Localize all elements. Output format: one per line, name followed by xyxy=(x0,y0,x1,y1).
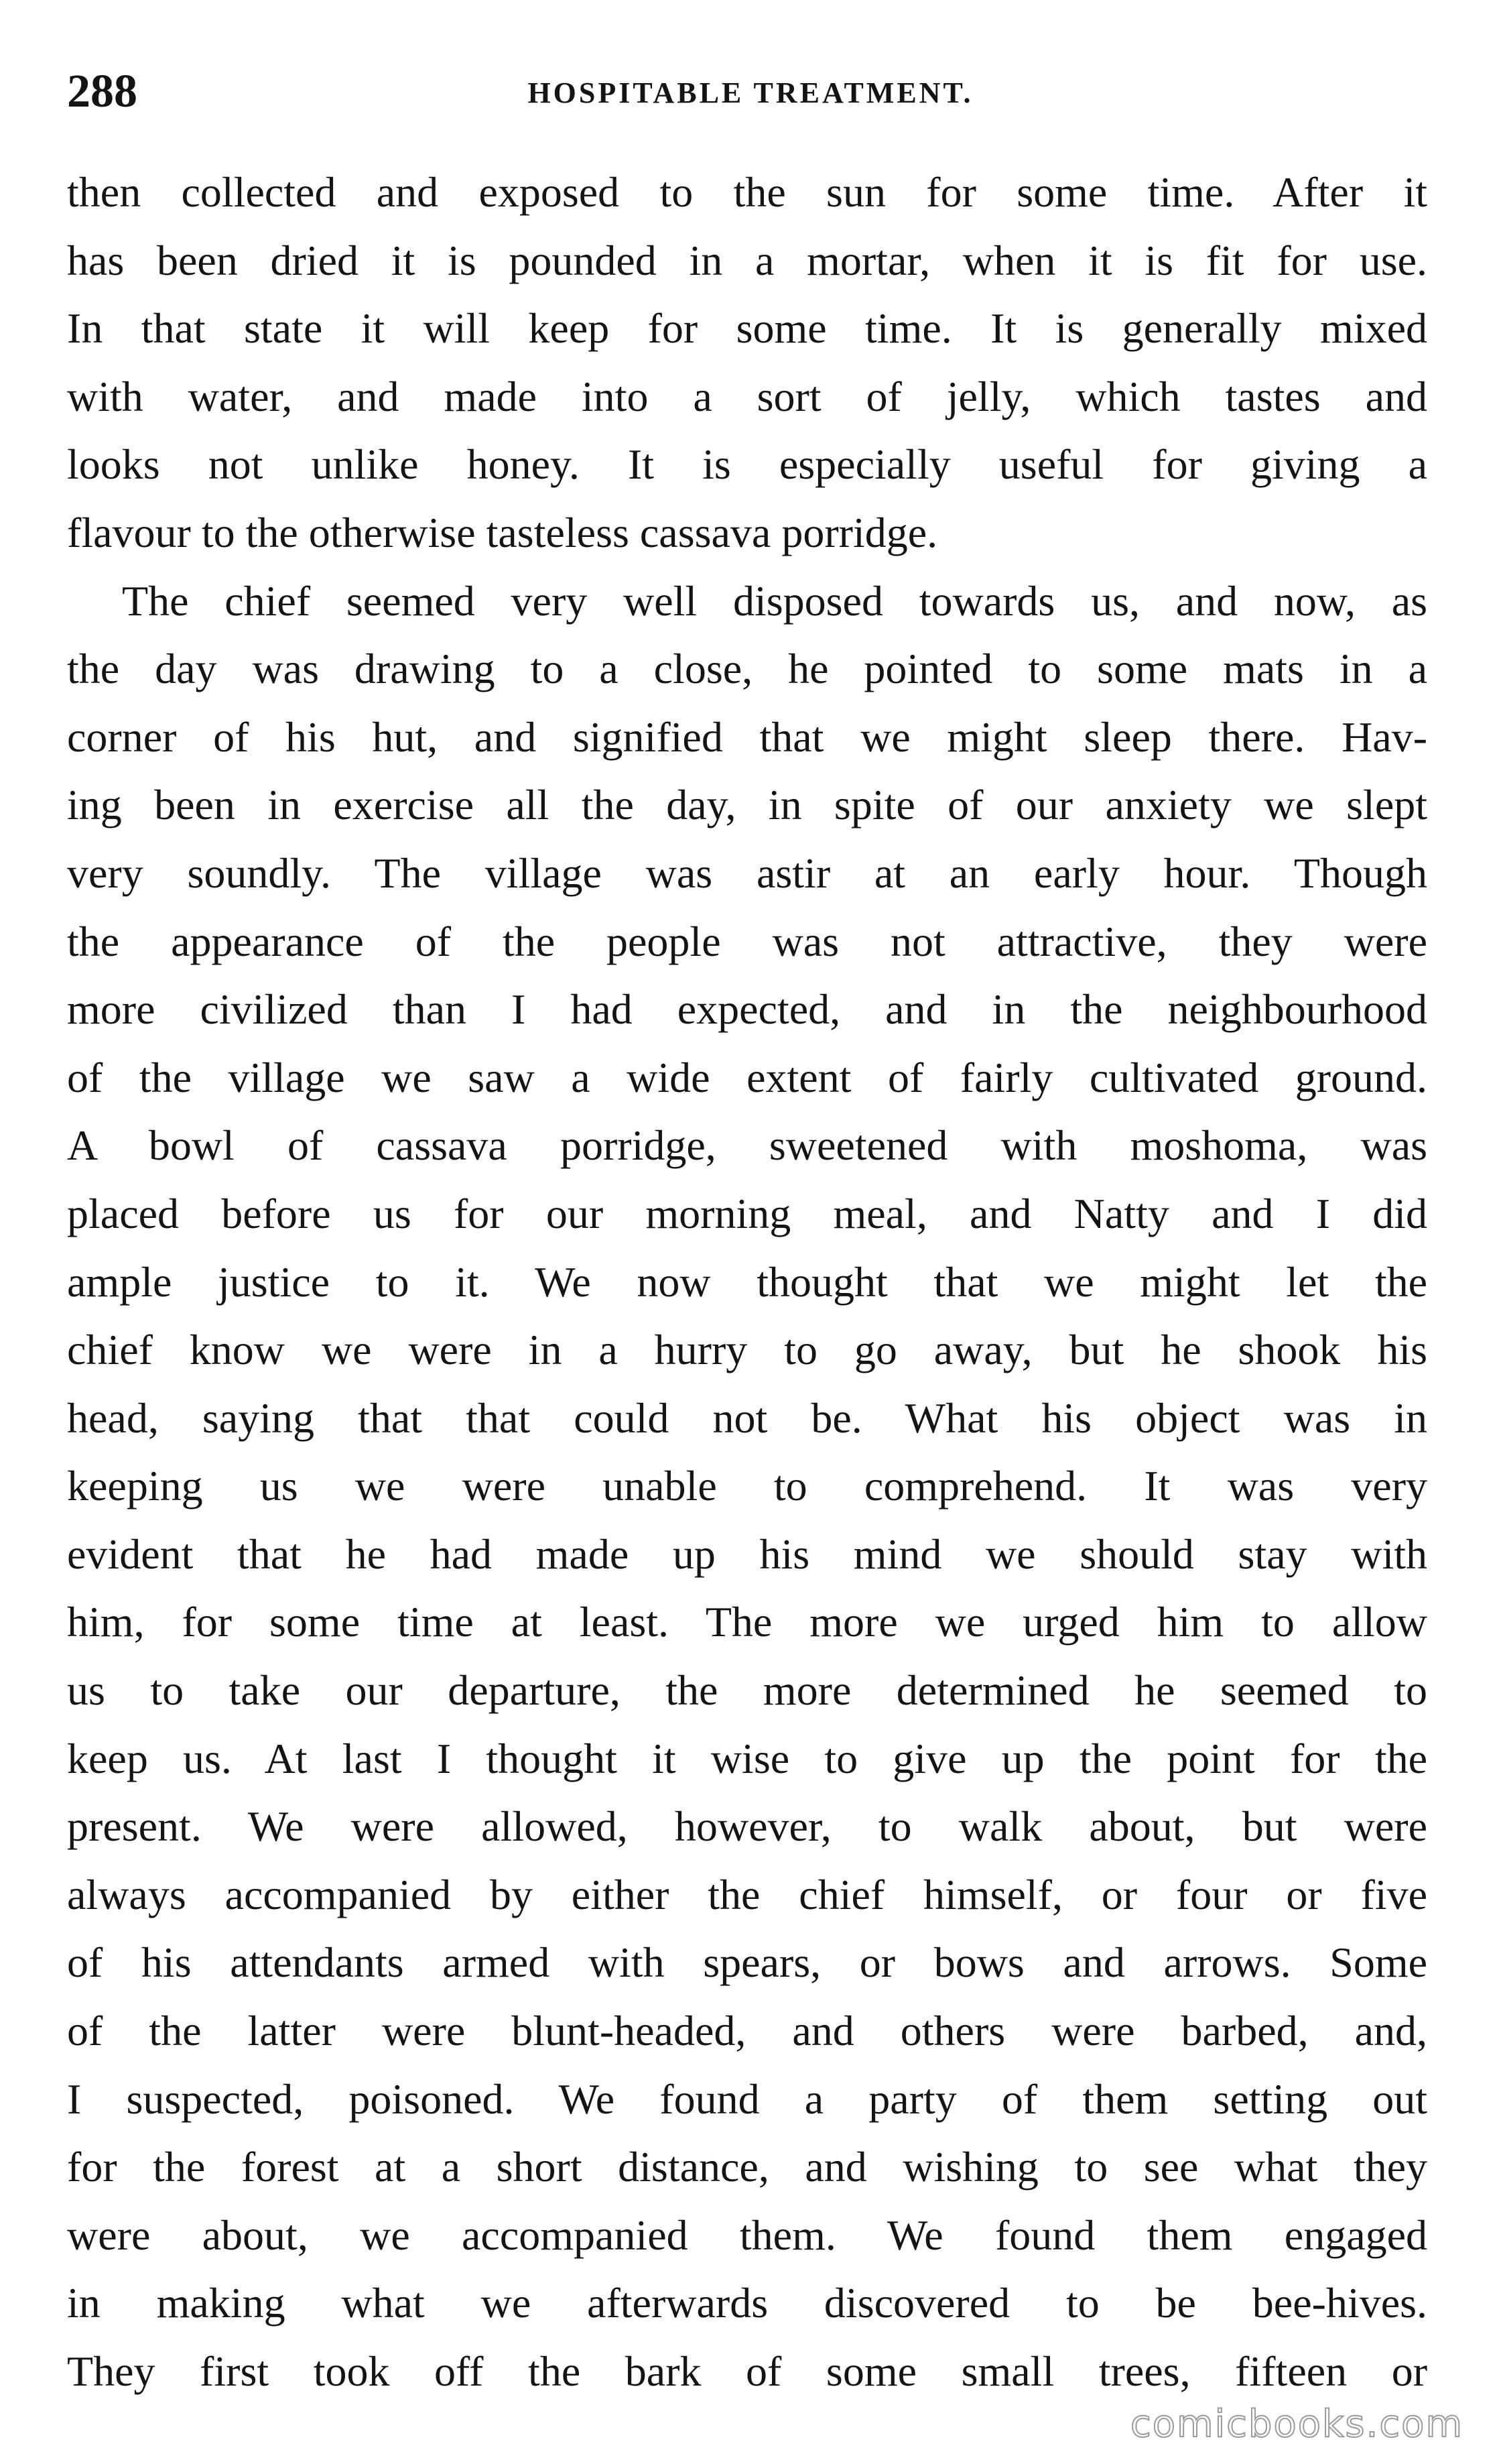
text-line: They first took off the bark of some small trees, fifteen or xyxy=(67,2347,1427,2395)
text-line: of the latter were blunt-headed, and others were barbed, and, xyxy=(67,2007,1427,2055)
body-text xyxy=(67,158,1427,2406)
text-line: always accompanied by either the chief himself, or four or five xyxy=(67,1870,1427,1918)
text-line: the day was drawing to a close, he pointed to some mats in a xyxy=(67,645,1427,693)
text-line: were about, we accompanied them. We found them engaged xyxy=(67,2211,1427,2259)
text-line: us to take our departure, the more determined he seemed to xyxy=(67,1666,1427,1715)
text-line: with water, and made into a sort of jelly, which tastes and xyxy=(67,372,1427,420)
paragraph xyxy=(67,158,1427,567)
text-line: head, saying that that could not be. What his object was in xyxy=(67,1394,1427,1442)
running-head: HOSPITABLE TREATMENT. xyxy=(527,76,974,109)
text-line: flavour to the otherwise tasteless cassava porridge. xyxy=(67,508,938,556)
text-line: more civilized than I had expected, and in the neighbourhood xyxy=(67,985,1427,1034)
text-line: of the village we saw a wide extent of fairly cultivated ground. xyxy=(67,1053,1427,1101)
text-line: then collected and exposed to the sun for some time. After it xyxy=(67,168,1427,216)
text-line: keeping us we were unable to comprehend. It was very xyxy=(67,1462,1427,1510)
page-header xyxy=(67,62,1434,122)
text-line: for the forest at a short distance, and wishing to see what they xyxy=(67,2143,1427,2191)
text-line: ample justice to it. We now thought that we might let the xyxy=(67,1257,1427,1306)
text-line: looks not unlike honey. It is especially useful for giving a xyxy=(67,440,1427,489)
text-line: A bowl of cassava porridge, sweetened with moshoma, was xyxy=(67,1121,1427,1170)
text-line: very soundly. The village was astir at an early hour. Though xyxy=(67,849,1427,897)
paragraph xyxy=(67,567,1427,2406)
text-line: the appearance of the people was not attractive, they were xyxy=(67,917,1427,965)
text-line: of his attendants armed with spears, or bows and arrows. Some xyxy=(67,1938,1427,1987)
page-number: 288 xyxy=(67,66,137,117)
watermark-logo: comicbooks.com xyxy=(1130,2402,1463,2446)
text-line: placed before us for our morning meal, and Natty and I did xyxy=(67,1189,1427,1237)
text-line: present. We were allowed, however, to walk about, but were xyxy=(67,1802,1427,1851)
text-line: In that state it will keep for some time. It is generally mixed xyxy=(67,304,1427,353)
text-line: has been dried it is pounded in a mortar, when it is fit for use. xyxy=(67,236,1427,284)
text-line: in making what we afterwards discovered to be bee-hives. xyxy=(67,2279,1427,2327)
text-line: chief know we were in a hurry to go away, but he shook his xyxy=(67,1326,1427,1374)
text-line: him, for some time at least. The more we urged him to allow xyxy=(67,1598,1427,1646)
text-line: evident that he had made up his mind we should stay with xyxy=(67,1530,1427,1578)
text-line: keep us. At last I thought it wise to give up the point for the xyxy=(67,1734,1427,1782)
text-line: corner of his hut, and signified that we might sleep there. Hav- xyxy=(67,713,1427,761)
text-line: I suspected, poisoned. We found a party of them setting out xyxy=(67,2075,1427,2123)
text-line: ing been in exercise all the day, in spite of our anxiety we slept xyxy=(67,781,1427,829)
text-line: The chief seemed very well disposed towards us, and now, as xyxy=(122,576,1427,625)
